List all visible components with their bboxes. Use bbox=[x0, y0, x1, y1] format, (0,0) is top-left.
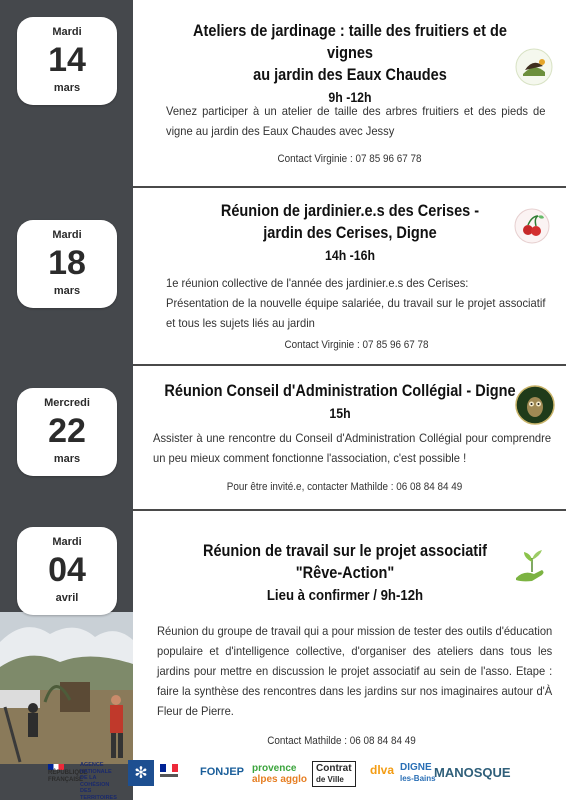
logo-text: NATIONALE bbox=[80, 768, 112, 775]
event-title-line: Réunion de jardinier.e.s des Cerises - bbox=[220, 202, 480, 220]
date-day: 14 bbox=[48, 41, 86, 79]
date-card bbox=[17, 220, 117, 308]
provence-alpes-agglo-logo bbox=[252, 763, 307, 785]
date-weekday: Mardi bbox=[52, 26, 82, 38]
date-card bbox=[17, 17, 117, 105]
event-description: Assister à une rencontre du Conseil d'Administration Collégial pour comprendre un peu mieux comment fonctionne l'association, c'est possible ! bbox=[153, 431, 552, 465]
logo-text: RÉPUBLIQUE bbox=[48, 770, 88, 776]
date-month: mars bbox=[53, 285, 81, 297]
separator bbox=[133, 186, 566, 188]
event-time: 9h -12h bbox=[328, 89, 372, 105]
event-description bbox=[166, 273, 545, 333]
contrat-de-ville-logo bbox=[312, 761, 356, 787]
jardin-cerises-logo bbox=[514, 208, 550, 249]
event-title bbox=[174, 20, 526, 108]
event-title-line: Ateliers de jardinage : taille des fruitiers et de vignes bbox=[193, 22, 507, 62]
logo-text: DIGNE bbox=[400, 762, 432, 773]
event-title bbox=[164, 380, 516, 424]
date-card bbox=[17, 388, 117, 476]
separator bbox=[133, 364, 566, 366]
event-contact: Pour être invité.e, contacter Mathilde : 06 08 84 84 49 bbox=[226, 481, 463, 493]
logo-text: DES TERRITOIRES bbox=[80, 788, 117, 801]
event-title-line: Réunion de travail sur le projet associatif bbox=[202, 542, 488, 560]
svg-text:✻: ✻ bbox=[134, 763, 148, 782]
event-contact: Contact Mathilde : 06 08 84 84 49 bbox=[267, 735, 416, 747]
logo-text: Contrat bbox=[316, 763, 352, 774]
jardin-eaux-chaudes-logo bbox=[515, 48, 553, 91]
event-description: Venez participer à un atelier de taille des arbres fruitiers et des pieds de vigne au jardin des Eaux Chaudes avec Jessy bbox=[166, 104, 546, 138]
event-title-line: Réunion Conseil d'Administration Collégial - Digne bbox=[164, 382, 516, 400]
event-description-line: 1e réunion collective de l'année des jardinier.e.s des Cerises: bbox=[166, 276, 469, 290]
logo-text: les-Bains bbox=[400, 774, 436, 783]
date-month: avril bbox=[55, 592, 79, 604]
date-month: mars bbox=[53, 82, 81, 94]
date-weekday: Mercredi bbox=[44, 397, 90, 409]
caf-logo bbox=[128, 760, 154, 788]
logo-text: DE LA COHÉSION bbox=[80, 775, 110, 788]
separator bbox=[133, 509, 566, 511]
event-description-line: Présentation de la nouvelle équipe salariée, du travail sur le projet associatif et tous les sujets liés au jardin bbox=[166, 296, 546, 330]
date-day: 22 bbox=[48, 412, 86, 450]
partner-logos bbox=[40, 760, 566, 801]
event-title bbox=[174, 200, 526, 266]
event-contact: Contact Virginie : 07 85 96 67 78 bbox=[284, 339, 429, 351]
anct-logo bbox=[80, 762, 125, 801]
logo-text: alpes agglo bbox=[252, 774, 308, 785]
event-title bbox=[169, 540, 521, 608]
event-contact: Contact Virginie : 07 85 96 67 78 bbox=[277, 153, 422, 165]
association-owl-logo bbox=[515, 385, 555, 430]
event-time: 14h -16h bbox=[325, 247, 375, 263]
date-day: 04 bbox=[48, 551, 86, 589]
logo-text: FRANÇAISE bbox=[48, 777, 84, 783]
manosque-logo: MANOSQUE bbox=[434, 765, 511, 780]
prefet-logo bbox=[158, 762, 180, 786]
event-title-line: jardin des Cerises, Digne bbox=[263, 224, 437, 242]
dlva-logo: dlva bbox=[370, 763, 395, 777]
fonjep-logo: FONJEP bbox=[200, 766, 245, 778]
event-description: Réunion du groupe de travail qui a pour mission de tester des outils d'éducation populaire et d'intelligence collective, d'organiser des ateliers dans tous les jardins pour mettre en discussion le projet associatif au sein de l'asso. Etape : faire la synthèse des rencontres dans les jardins sur nos imaginaires autour d'À Fleur de Pierre. bbox=[157, 624, 553, 718]
logo-text: provence bbox=[252, 763, 297, 774]
event-title-line: au jardin des Eaux Chaudes bbox=[253, 66, 447, 84]
garden-photo bbox=[0, 612, 133, 764]
date-month: mars bbox=[53, 453, 81, 465]
date-weekday: Mardi bbox=[52, 229, 82, 241]
digne-les-bains-logo bbox=[400, 762, 436, 784]
event-title-line: "Rêve-Action" bbox=[295, 564, 395, 582]
hand-plant-logo bbox=[512, 548, 550, 591]
logo-text: AGENCE bbox=[80, 762, 104, 768]
logo-text: de Ville bbox=[316, 775, 344, 784]
event-time: Lieu à confirmer / 9h-12h bbox=[266, 587, 424, 604]
event-time: 15h bbox=[329, 405, 351, 421]
date-day: 18 bbox=[48, 244, 86, 282]
date-weekday: Mardi bbox=[52, 536, 82, 548]
date-card bbox=[17, 527, 117, 615]
